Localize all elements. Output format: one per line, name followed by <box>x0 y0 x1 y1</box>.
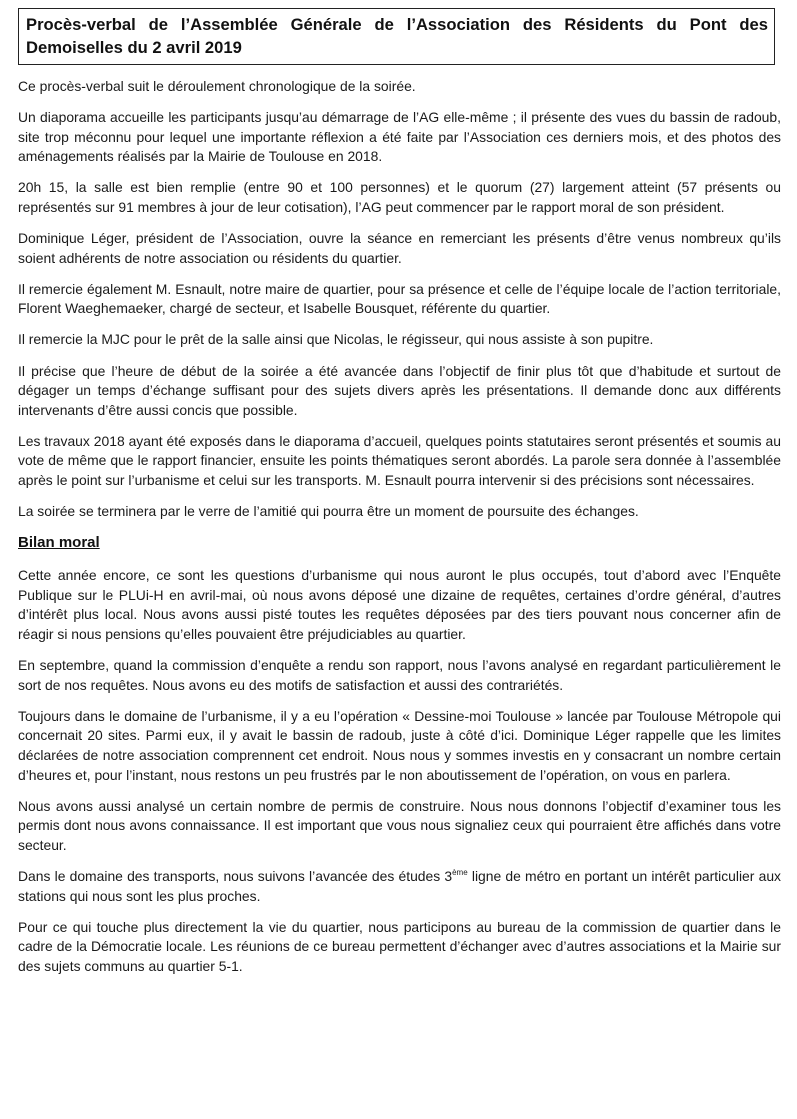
section-paragraph-3: Toujours dans le domaine de l’urbanisme, il y a eu l’opération « Dessine-moi Toulouse » lancée par Toulouse Métropole qui concernait 20 sites. Parmi eux, il y avait le bassin de radoub, juste à côté d’ici. Dominique Léger rappelle que les limites déclarées de notre association comprennent cet endroit. Nous nous y sommes investis en y consacrant un nombre certain d’heures et, pour l’instant, nous restons un peu frustrés par le non aboutissement de l’opération, on vous en parlera. <box>18 707 781 783</box>
metro-superscript: ème <box>452 867 468 877</box>
intro-paragraph-7: Il précise que l’heure de début de la soirée a été avancée dans l’objectif de finir plus tôt que d’habitude et surtout de dégager un temps d’échange suffisant pour des sujets divers après les présentations. Il demande donc aux différents intervenants d’être aussi concis que possible. <box>18 362 781 418</box>
section-paragraph-2: En septembre, quand la commission d’enquête a rendu son rapport, nous l’avons analysé en regardant particulièrement le sort de nos requêtes. Nous avons eu des motifs de satisfaction et aussi des contrariétés. <box>18 657 781 693</box>
metro-paragraph <box>18 867 781 906</box>
section-heading: Bilan moral <box>18 534 100 552</box>
intro-paragraph-2: Un diaporama accueille les participants jusqu’au démarrage de l’AG elle-même ; il présente des vues du bassin de radoub, site trop méconnu pour lequel une importante réflexion a été faite par l’Association ces derniers mois, et des photos des aménagements réalisés par la Mairie de Toulouse en 2018. <box>18 109 781 165</box>
intro-paragraph-5: Il remercie également M. Esnault, notre maire de quartier, pour sa présence et celle de l’équipe locale de l’action territoriale, Florent Waeghemaeker, chargé de secteur, et Isabelle Bousquet, référente du quartier. <box>18 280 781 317</box>
intro-paragraph-6: Il remercie la MJC pour le prêt de la salle ainsi que Nicolas, le régisseur, qui nous assiste à son pupitre. <box>18 331 654 348</box>
intro-paragraph-4: Dominique Léger, président de l’Association, ouvre la séance en remerciant les présents d’être venus nombreux qu’ils soient adhérents de notre association ou résidents du quartier. <box>18 230 781 266</box>
intro-paragraph-9: La soirée se terminera par le verre de l’amitié qui pourra être un moment de poursuite des échanges. <box>18 503 639 520</box>
intro-paragraph-3: 20h 15, la salle est bien remplie (entre 90 et 100 personnes) et le quorum (27) largement atteint (57 présents ou représentés sur 91 membres à jour de leur cotisation), l’AG peut commencer par le rapport moral de son président. <box>18 179 781 215</box>
document-title: Procès-verbal de l’Assemblée Générale de l’Association des Résidents du Pont des Demoiselles du 2 avril 2019 <box>26 15 768 57</box>
intro-paragraph-8: Les travaux 2018 ayant été exposés dans le diaporama d’accueil, quelques points statutaires seront présentés et soumis au vote de même que le rapport financier, ensuite les points thématiques seront abordés. La parole sera donnée à l’assemblée après le point sur l’urbanisme et celui sur les transports. M. Esnault pourra intervenir si des précisions sont nécessaires. <box>18 432 781 488</box>
section-paragraph-1: Cette année encore, ce sont les questions d’urbanisme qui nous auront le plus occupés, tout d’abord avec l’Enquête Publique sur le PLUi-H en avril-mai, où nous avons déposé une dizaine de requêtes, certaines d’ordre général, d’autres d’intérêt plus local. Nous avons aussi pisté toutes les requêtes déposées par des tiers pouvant nous concerner afin de réagir si nous pensions qu’elles pouvaient être préjudiciables au quartier. <box>18 567 781 642</box>
intro-paragraph-1: Ce procès-verbal suit le déroulement chronologique de la soirée. <box>18 78 416 94</box>
section-paragraph-4: Nous avons aussi analysé un certain nombre de permis de construire. Nous nous donnons l’objectif d’examiner tous les permis dont nous avons connaissance. Il est important que vous nous signaliez ceux qui pourraient être affichés dans votre secteur. <box>18 797 781 853</box>
metro-text-after: ligne de métro en portant un intérêt particulier aux stations qui nous sont les plus proches. <box>18 867 781 904</box>
title-box <box>18 8 775 65</box>
final-paragraph: Pour ce qui touche plus directement la vie du quartier, nous participons au bureau de la commission de quartier dans le cadre de la Démocratie locale. Les réunions de ce bureau permettent d’échanger avec d’autres associations et la Mairie sur des sujets communs au quartier 5-1. <box>18 918 781 974</box>
metro-text-before: Dans le domaine des transports, nous suivons l’avancée des études 3 <box>18 867 453 884</box>
